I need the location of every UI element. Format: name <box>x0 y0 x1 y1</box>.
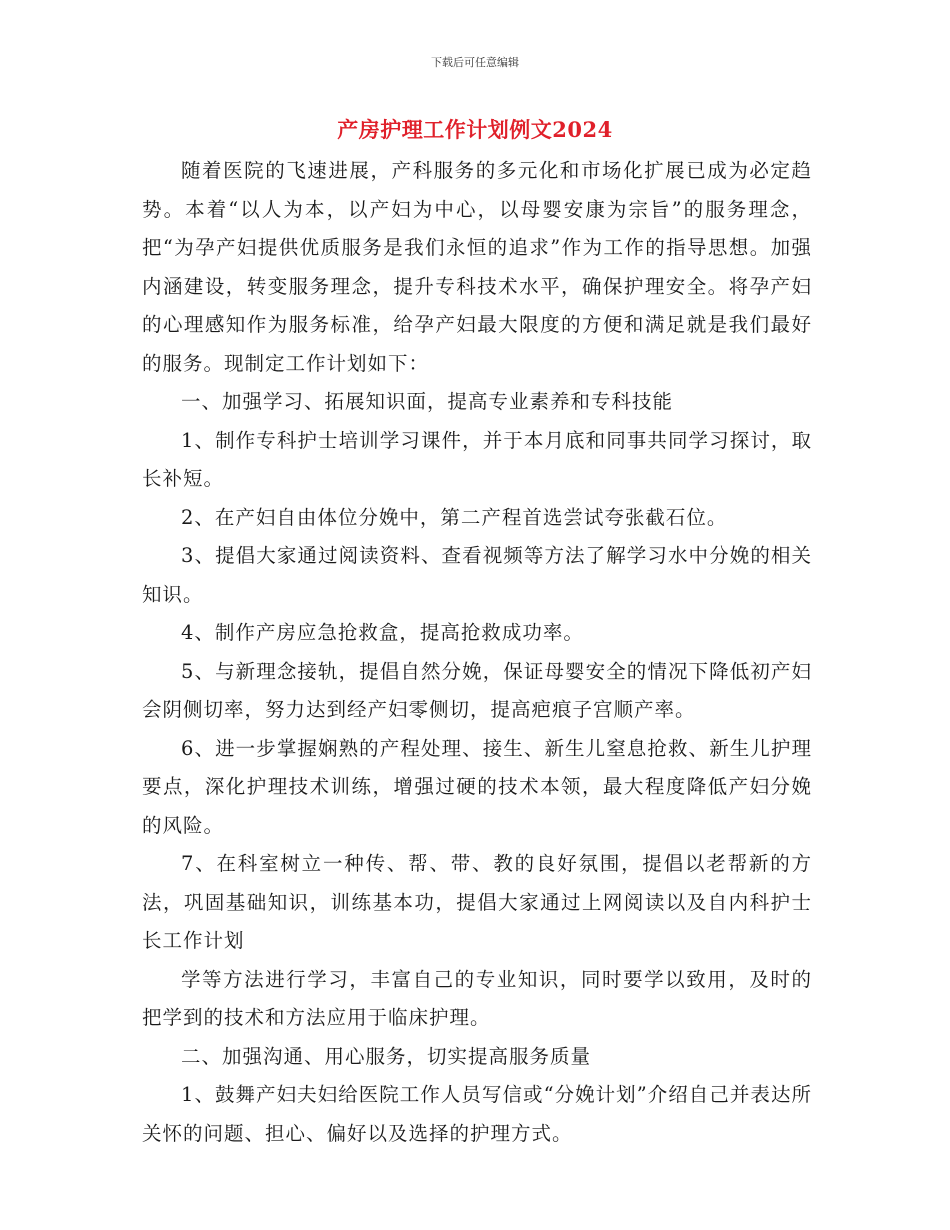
paragraph: 7、在科室树立一种传、帮、带、教的良好氛围，提倡以老帮新的方法，巩固基础知识，训练基本功，提倡大家通过上网阅读以及自内科护士长工作计划 <box>142 852 812 952</box>
paragraph: 学等方法进行学习，丰富自己的专业知识，同时要学以致用，及时的把学到的技术和方法应用于临床护理。 <box>142 967 812 1029</box>
paragraph: 1、制作专科护士培训学习课件，并于本月底和同事共同学习探讨，取长补短。 <box>142 428 812 490</box>
header-note: 下载后可任意编辑 <box>431 56 519 69</box>
section-heading: 一、加强学习、拓展知识面，提高专业素养和专科技能 <box>181 390 674 413</box>
paragraph: 1、鼓舞产妇夫妇给医院工作人员写信或“分娩计划”介绍自己并表达所关怀的问题、担心、偏好以及选择的护理方式。 <box>142 1083 812 1145</box>
paragraph: 3、提倡大家通过阅读资料、查看视频等方法了解学习水中分娩的相关知识。 <box>142 544 812 606</box>
paragraph: 随着医院的飞速进展，产科服务的多元化和市场化扩展已成为必定趋势。本着“以人为本，以产妇为中心，以母婴安康为宗旨”的服务理念，把“为孕产妇提供优质服务是我们永恒的追求”作为工作的指导思想。加强内涵建设，转变服务理念，提升专科技术水平，确保护理安全。将孕产妇的心理感知作为服务标准，给孕产妇最大限度的方便和满足就是我们最好的服务。现制定工作计划如下： <box>142 159 812 375</box>
document-body <box>142 152 812 1153</box>
section-heading: 二、加强沟通、用心服务，切实提高服务质量 <box>181 1044 592 1068</box>
paragraph: 4、制作产房应急抢救盒，提高抢救成功率。 <box>181 621 584 644</box>
paragraph: 5、与新理念接轨，提倡自然分娩，保证母婴安全的情况下降低初产妇会阴侧切率，努力达到经产妇零侧切，提高疤痕子宫顺产率。 <box>142 659 812 721</box>
document-title: 产房护理工作计划例文2024 <box>337 117 613 142</box>
paragraph: 6、进一步掌握娴熟的产程处理、接生、新生儿窒息抢救、新生儿护理要点，深化护理技术训练，增强过硬的技术本领，最大程度降低产妇分娩的风险。 <box>142 736 812 837</box>
paragraph: 2、在产妇自由体位分娩中，第二产程首选尝试夸张截石位。 <box>181 505 728 529</box>
